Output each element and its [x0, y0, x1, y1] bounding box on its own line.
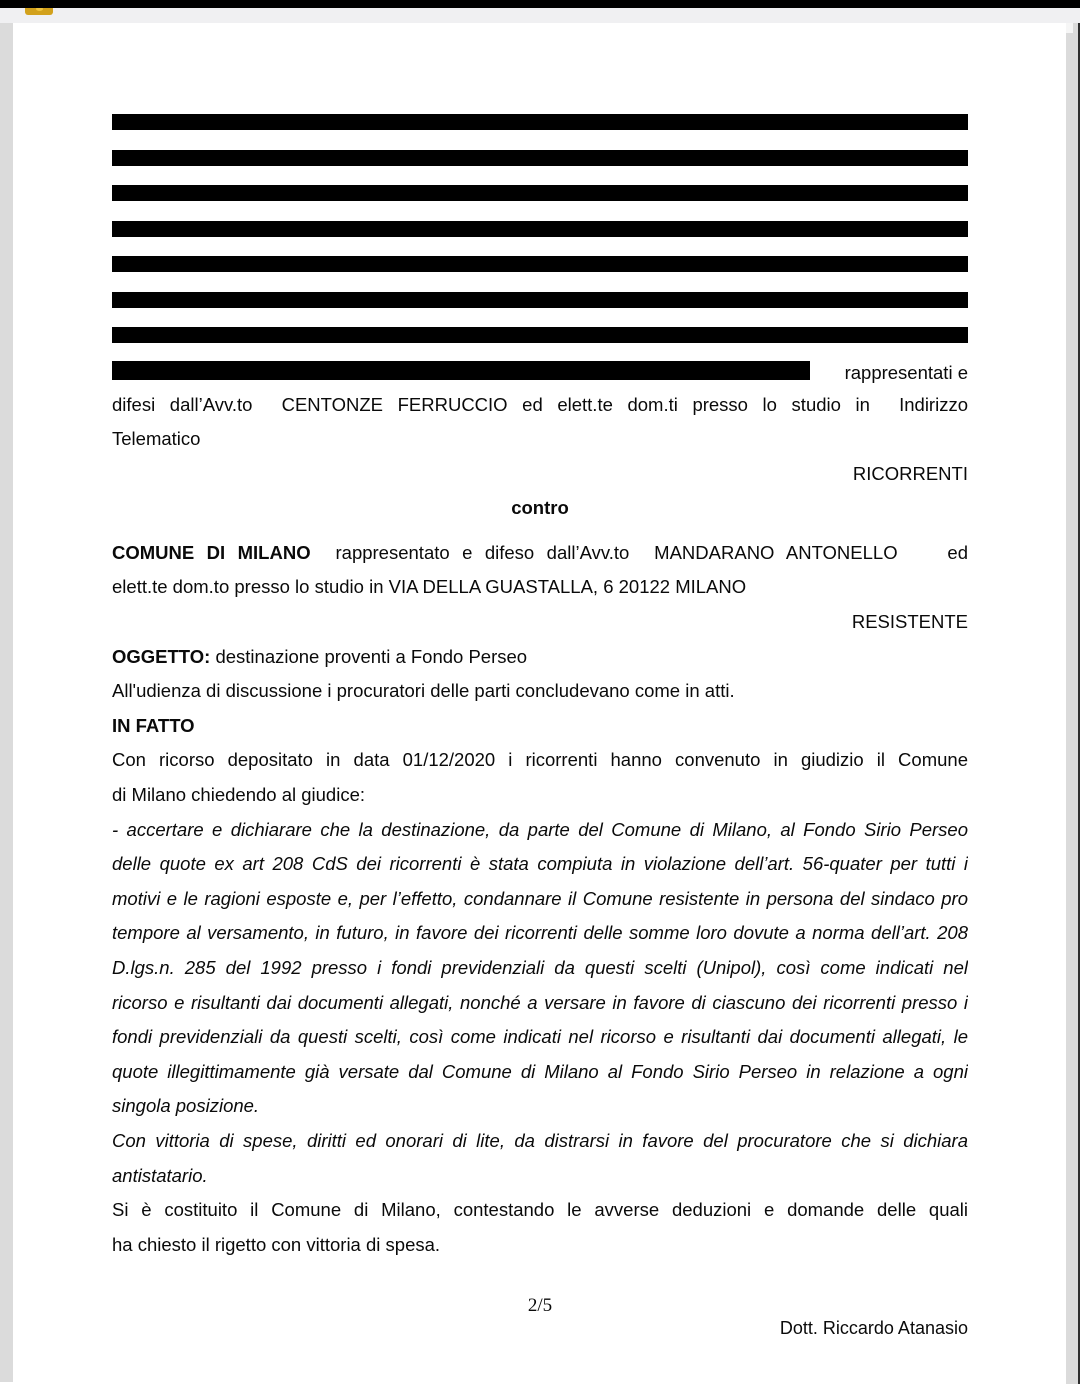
- partial-redaction-row: [112, 361, 968, 383]
- judge-signature: Dott. Riccardo Atanasio: [779, 1318, 968, 1338]
- document-line: elett.te dom.to presso lo studio in VIA DELLA GUASTALLA, 6 20122 MILANO: [112, 576, 747, 598]
- redaction-bar: [112, 185, 968, 201]
- window-top-bar: [0, 0, 1080, 8]
- party-line-rest: rappresentato e difeso dall’Avv.to MANDARANO ANTONELLO ed: [310, 541, 968, 563]
- document-line: - accertare e dichiarare che la destinazione, da parte del Comune di Milano, al Fondo Sirio Perseo: [112, 818, 968, 840]
- redaction-bar: [112, 150, 968, 166]
- document-line: rappresentati e: [844, 361, 968, 383]
- page-left-margin: [0, 23, 13, 1382]
- oggetto-value: destinazione proventi a Fondo Perseo: [210, 645, 528, 667]
- document-line: di Milano chiedendo al giudice:: [112, 784, 366, 806]
- versus-heading: contro: [511, 497, 569, 519]
- body-lines: [112, 743, 968, 1262]
- document-line: All'udienza di discussione i procuratori delle parti concludevano come in atti.: [112, 680, 735, 702]
- document-line: quote illegittimamente già versate dal Comune di Milano al Fondo Sirio Perseo in relazione a ogni: [112, 1060, 968, 1082]
- document-line: ricorso e risultanti dai documenti allegati, nonché a versare in favore di ciascuno dei ricorrenti presso i: [112, 991, 968, 1013]
- redaction-bars: [112, 114, 968, 343]
- document-page: [112, 114, 968, 1384]
- oggetto-label: OGGETTO:: [112, 645, 211, 667]
- document-line: tempore al versamento, in futuro, in favore dei ricorrenti delle somme loro dovute a norma dell’art. 208: [112, 922, 968, 944]
- document-line: difesi dall’Avv.to CENTONZE FERRUCCIO ed elett.te dom.ti presso lo studio in Indirizzo: [112, 393, 968, 415]
- document-line: singola posizione.: [112, 1095, 260, 1117]
- party-role-label: RICORRENTI: [852, 462, 968, 484]
- document-line: ha chiesto il rigetto con vittoria di spesa.: [112, 1233, 441, 1255]
- document-line: [112, 640, 968, 675]
- document-line: delle quote ex art 208 CdS dei ricorrenti è stata compiuta in violazione dell’art. 56-quater per tutti i: [112, 853, 968, 875]
- document-line: motivi e le ragioni esposte e, per l’effetto, condannare il Comune resistente in persona del sindaco pro: [112, 887, 968, 909]
- redaction-bar: [112, 221, 968, 237]
- redaction-bar-partial: [112, 361, 810, 380]
- scrollbar-track[interactable]: [1066, 23, 1078, 1384]
- redaction-bar: [112, 327, 968, 343]
- document-line: [112, 536, 968, 571]
- toolbar-strip: [0, 8, 1080, 23]
- party-role-label: RESISTENTE: [851, 611, 968, 633]
- redaction-bar: [112, 256, 968, 272]
- document-line: Con vittoria di spese, diritti ed onorari di lite, da distrarsi in favore del procuratore che si dichiara: [112, 1129, 968, 1151]
- document-line: Con ricorso depositato in data 01/12/2020 i ricorrenti hanno convenuto in giudizio il Comune: [112, 749, 968, 771]
- scrollbar-thumb[interactable]: [1066, 23, 1073, 33]
- section-heading: IN FATTO: [112, 714, 195, 736]
- document-line: Telematico: [112, 428, 201, 450]
- party-name: COMUNE DI MILANO: [112, 541, 311, 563]
- page-number: 2/5: [527, 1295, 553, 1316]
- document-line: antistatario.: [112, 1164, 208, 1186]
- document-line: fondi previdenziali da questi scelti, così come indicati nel ricorso e risultanti dai documenti allegati, le: [112, 1026, 968, 1048]
- redaction-bar: [112, 114, 968, 130]
- document-line: D.lgs.n. 285 del 1992 presso i fondi previdenziali da questi scelti (Unipol), così come indicati nel: [112, 957, 968, 978]
- document-line: Si è costituito il Comune di Milano, contestando le avverse deduzioni e domande delle quali: [112, 1199, 968, 1221]
- redaction-bar: [112, 292, 968, 308]
